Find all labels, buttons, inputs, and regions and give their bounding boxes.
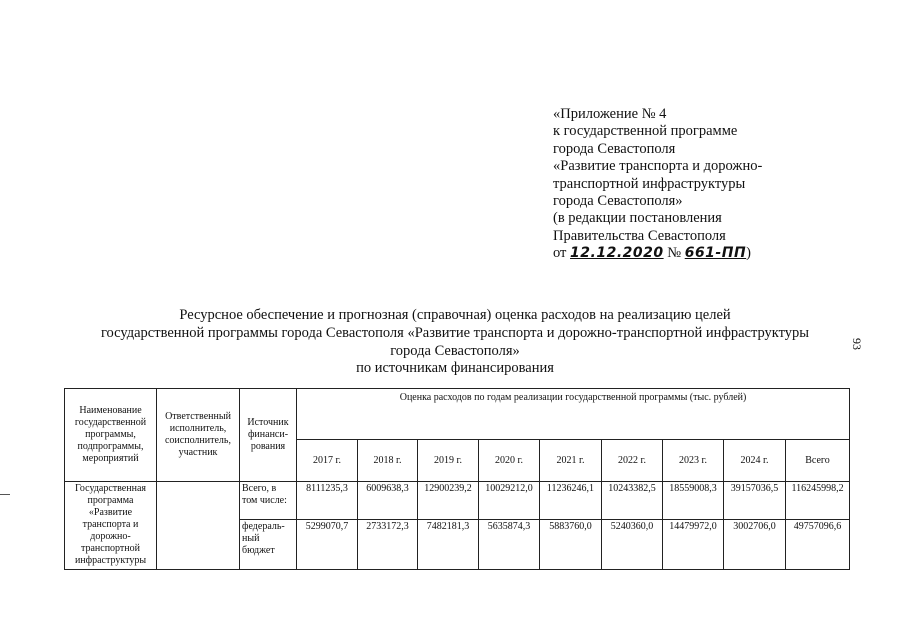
source-cell: Всего, в том числе: <box>240 482 297 520</box>
year-header: 2021 г. <box>540 440 602 482</box>
appendix-line: «Развитие транспорта и дорожно- <box>553 158 763 175</box>
year-header: 2023 г. <box>663 440 724 482</box>
decree-date: 12.12.2020 <box>570 245 664 262</box>
table-row <box>65 482 850 520</box>
appendix-line: города Севастополя» <box>553 193 683 210</box>
value-cell: 5635874,3 <box>479 520 540 570</box>
value-cell: 39157036,5 <box>724 482 786 520</box>
header-source: Источник финанси-рования <box>240 389 297 482</box>
appendix-line: «Приложение № 4 <box>553 106 667 122</box>
total-cell: 49757096,6 <box>786 520 850 570</box>
appendix-line: транспортной инфраструктуры <box>553 175 746 192</box>
value-cell: 14479972,0 <box>663 520 724 570</box>
financing-table <box>64 388 850 570</box>
value-cell: 10029212,0 <box>479 482 540 520</box>
value-cell: 5883760,0 <box>540 520 602 570</box>
title-line: Ресурсное обеспечение и прогнозная (справочная) оценка расходов на реализацию целей <box>179 307 731 323</box>
value-cell: 10243382,5 <box>602 482 663 520</box>
appendix-note <box>553 106 853 263</box>
margin-mark <box>0 494 10 495</box>
year-header: 2020 г. <box>479 440 540 482</box>
document-title <box>60 307 850 378</box>
appendix-line: (в редакции постановления <box>553 210 722 227</box>
header-name: Наименование государственной программы, подпрограммы, мероприятий <box>65 389 157 482</box>
title-line: по источникам финансирования <box>356 360 554 377</box>
value-cell: 5299070,7 <box>297 520 358 570</box>
value-cell: 5240360,0 <box>602 520 663 570</box>
total-header: Всего <box>786 440 850 482</box>
appendix-line: города Севастополя <box>553 140 676 157</box>
header-executor: Ответственный исполнитель, соисполнитель, участник <box>157 389 240 482</box>
page-number: 93 <box>850 338 864 350</box>
value-cell: 2733172,3 <box>358 520 418 570</box>
value-cell: 18559008,3 <box>663 482 724 520</box>
value-cell: 6009638,3 <box>358 482 418 520</box>
source-cell: федераль-ный бюджет <box>240 520 297 570</box>
year-header: 2022 г. <box>602 440 663 482</box>
value-cell: 7482181,3 <box>418 520 479 570</box>
appendix-line: к государственной программе <box>553 123 738 140</box>
year-header: 2024 г. <box>724 440 786 482</box>
value-cell: 11236246,1 <box>540 482 602 520</box>
closing-paren: ) <box>746 245 752 262</box>
decree-date-line <box>553 245 853 262</box>
title-line: государственной программы города Севастополя «Развитие транспорта и дорожно-транспортной инфраструктуры <box>100 324 810 341</box>
program-name: Государственная программа «Развитие транспорта и дорожно-транспортной инфраструктуры <box>65 482 157 570</box>
year-header: 2019 г. <box>418 440 479 482</box>
value-cell: 12900239,2 <box>418 482 479 520</box>
appendix-line: Правительства Севастополя <box>553 227 726 244</box>
total-cell: 116245998,2 <box>786 482 850 520</box>
value-cell: 3002706,0 <box>724 520 786 570</box>
executor-cell <box>157 482 240 570</box>
year-header: 2017 г. <box>297 440 358 482</box>
date-prefix: от <box>553 245 571 262</box>
year-header: 2018 г. <box>358 440 418 482</box>
title-line: города Севастополя» <box>390 342 520 359</box>
header-estimate: Оценка расходов по годам реализации государственной программы (тыс. рублей) <box>297 389 850 440</box>
decree-number: 661-ПП <box>684 245 747 262</box>
value-cell: 8111235,3 <box>297 482 358 520</box>
number-prefix: № <box>663 245 685 262</box>
